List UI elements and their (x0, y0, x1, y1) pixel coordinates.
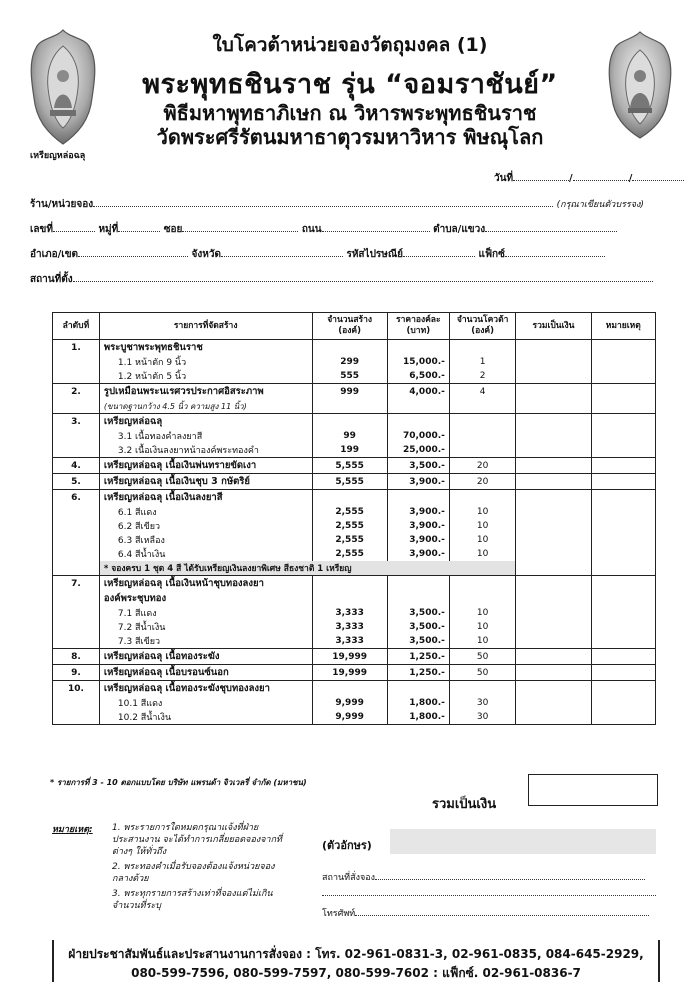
row-sum-cell[interactable] (516, 696, 591, 710)
table-row (53, 340, 656, 356)
row-item: 3.1 เนื้อทองคำลงยาสี (99, 429, 312, 443)
row-qty: 3,333 (312, 620, 387, 634)
row-sum-cell[interactable] (516, 561, 591, 576)
col-no-header: ลำดับที่ (53, 313, 100, 340)
row-qty: 999 (312, 384, 387, 400)
row-number (53, 443, 100, 458)
table-row (53, 561, 656, 576)
row-number (53, 429, 100, 443)
row-qty: 2,555 (312, 505, 387, 519)
row-quota: 10 (449, 547, 516, 561)
row-quota (449, 399, 516, 414)
row-item: 1.2 หน้าตัก 5 นิ้ว (99, 369, 312, 384)
row-number (53, 399, 100, 414)
row-quota (449, 414, 516, 430)
row-number: 4. (53, 458, 100, 474)
row-number (53, 547, 100, 561)
row-number: 1. (53, 340, 100, 356)
row-remark-cell[interactable] (591, 606, 655, 620)
row-price (387, 591, 449, 606)
row-qty: 3,333 (312, 606, 387, 620)
row-sum-cell[interactable] (516, 505, 591, 519)
ceremony-title: พิธีมหาพุทธาภิเษก ณ วิหารพระพุทธชินราช (163, 101, 537, 125)
row-number: 9. (53, 665, 100, 681)
location-field[interactable]: สถานที่ตั้ง (30, 272, 653, 287)
row-remark-cell[interactable] (591, 696, 655, 710)
row-price: 15,000.- (387, 355, 449, 369)
row-remark-cell[interactable] (591, 399, 655, 414)
row-price: 3,900.- (387, 533, 449, 547)
row-price: 3,500.- (387, 458, 449, 474)
row-quota: 10 (449, 634, 516, 649)
row-qty: 299 (312, 355, 387, 369)
row-quota: 50 (449, 649, 516, 665)
row-number (53, 591, 100, 606)
row-sum-cell[interactable] (516, 369, 591, 384)
row-qty (312, 414, 387, 430)
row-qty (312, 340, 387, 356)
row-item: เหรียญหล่อฉลุ เนื้อทองระฆัง (99, 649, 312, 665)
row-price: 3,500.- (387, 620, 449, 634)
table-row (53, 681, 656, 697)
amulet-series-title: พระพุทธชินราช รุ่น “จอมราชันย์” (142, 69, 558, 100)
table-row (53, 429, 656, 443)
coin-caption: เหรียญหล่อฉลุ (30, 151, 86, 161)
row-sum-cell[interactable] (516, 576, 591, 592)
row-item: เหรียญหล่อฉลุ เนื้อเงินลงยาสี (99, 490, 312, 506)
row-qty: 3,333 (312, 634, 387, 649)
table-row (53, 355, 656, 369)
row-qty: 2,555 (312, 547, 387, 561)
remark-item: 2. พระทองคำเมื่อรับจองต้องแจ้งหน่วยจองกลางด้วย (112, 862, 275, 884)
row-item: เหรียญหล่อฉลุ เนื้อเงินหน้าชุบทองลงยา (99, 576, 312, 592)
row-sum-cell[interactable] (516, 649, 591, 665)
row-quota: 10 (449, 620, 516, 634)
table-row (53, 505, 656, 519)
row-quota (449, 340, 516, 356)
row-qty (312, 490, 387, 506)
row-price: 3,500.- (387, 606, 449, 620)
remarks-list (112, 822, 282, 912)
row-number (53, 519, 100, 533)
table-row (53, 490, 656, 506)
row-sum-cell[interactable] (516, 665, 591, 681)
row-quota: 30 (449, 710, 516, 725)
table-row (53, 399, 656, 414)
letters-label: (ตัวอักษร) (322, 839, 372, 852)
row-price: 25,000.- (387, 443, 449, 458)
row-quota: 20 (449, 458, 516, 474)
row-number (53, 634, 100, 649)
row-remark-cell[interactable] (591, 340, 655, 356)
row-remark-cell[interactable] (591, 505, 655, 519)
row-number (53, 620, 100, 634)
row-item: เหรียญหล่อฉลุ (99, 414, 312, 430)
row-remark-cell[interactable] (591, 576, 655, 592)
row-item: 7.2 สีน้ำเงิน (99, 620, 312, 634)
row-number (53, 355, 100, 369)
row-quota: 2 (449, 369, 516, 384)
row-price (387, 399, 449, 414)
row-remark-cell[interactable] (591, 369, 655, 384)
row-quota (449, 490, 516, 506)
row-qty: 99 (312, 429, 387, 443)
table-row (53, 591, 656, 606)
row-item: เหรียญหล่อฉลุ เนื้อทองระฆังชุบทองลงยา (99, 681, 312, 697)
row-remark-cell[interactable] (591, 414, 655, 430)
row-price: 3,900.- (387, 547, 449, 561)
row-item: 6.4 สีน้ำเงิน (99, 547, 312, 561)
col-quota-header: จำนวนโควต้า (องค์) (449, 313, 516, 340)
row-remark-cell[interactable] (591, 710, 655, 725)
row-qty: 9,999 (312, 696, 387, 710)
row-remark-cell[interactable] (591, 474, 655, 490)
row-sum-cell[interactable] (516, 414, 591, 430)
col-item-header: รายการที่จัดสร้าง (99, 313, 312, 340)
row-sum-cell[interactable] (516, 681, 591, 697)
table-row (53, 547, 656, 561)
row-quota: 50 (449, 665, 516, 681)
col-price-header: ราคาองค์ละ (บาท) (387, 313, 449, 340)
table-header-row (53, 313, 656, 340)
row-remark-cell[interactable] (591, 561, 655, 576)
row-quota (449, 576, 516, 592)
date-field[interactable]: วันที่ / / (494, 171, 684, 186)
row-qty: 2,555 (312, 533, 387, 547)
row-quota: 30 (449, 696, 516, 710)
row-number: 2. (53, 384, 100, 400)
row-item: 6.3 สีเหลือง (99, 533, 312, 547)
row-remark-cell[interactable] (591, 355, 655, 369)
contact-line-1: ฝ่ายประชาสัมพันธ์และประสานงานการสั่งจอง : โทร. 02-961-0831-3, 02-961-0835, 084-645-2929, (68, 947, 644, 961)
row-quota (449, 429, 516, 443)
row-remark-cell[interactable] (591, 591, 655, 606)
row-qty (312, 591, 387, 606)
order-table (52, 312, 656, 725)
table-row (53, 620, 656, 634)
table-row (53, 458, 656, 474)
row-item: พระบูชาพระพุทธชินราช (99, 340, 312, 356)
row-quota (449, 443, 516, 458)
row-number (53, 505, 100, 519)
row-quota: 1 (449, 355, 516, 369)
row-remark-cell[interactable] (591, 533, 655, 547)
row-sum-cell[interactable] (516, 443, 591, 458)
col-qty-header: จำนวนสร้าง (องค์) (312, 313, 387, 340)
remark-item: 3. พระทุกรายการสร้างเท่าที่จองแต่ไม่เกินจำนวนที่ระบุ (112, 889, 273, 911)
row-price: 1,250.- (387, 649, 449, 665)
row-quota (449, 681, 516, 697)
table-row (53, 533, 656, 547)
row-quota: 10 (449, 519, 516, 533)
row-item: 1.1 หน้าตัก 9 นิ้ว (99, 355, 312, 369)
row-remark-cell[interactable] (591, 620, 655, 634)
row-sum-cell[interactable] (516, 519, 591, 533)
row-price: 4,000.- (387, 384, 449, 400)
table-row (53, 474, 656, 490)
table-row (53, 606, 656, 620)
row-quota: 20 (449, 474, 516, 490)
row-item: เหรียญหล่อฉลุ เนื้อบรอนซ์นอก (99, 665, 312, 681)
table-row (53, 519, 656, 533)
row-number: 10. (53, 681, 100, 697)
row-item: 10.1 สีแดง (99, 696, 312, 710)
row-number (53, 369, 100, 384)
phone-field[interactable]: โทรศัพท์ (322, 906, 649, 920)
row-qty (312, 681, 387, 697)
row-number: 5. (53, 474, 100, 490)
row-quota: 4 (449, 384, 516, 400)
row-qty: 19,999 (312, 665, 387, 681)
row-remark-cell[interactable] (591, 429, 655, 443)
table-row (53, 443, 656, 458)
row-number: 6. (53, 490, 100, 506)
row-sum-cell[interactable] (516, 340, 591, 356)
row-price: 3,500.- (387, 634, 449, 649)
row-qty: 555 (312, 369, 387, 384)
row-item: * จองครบ 1 ชุด 4 สี ได้รับเหรียญเงินลงยาพิเศษ สีธงชาติ 1 เหรียญ (99, 561, 516, 576)
row-price: 3,900.- (387, 519, 449, 533)
row-price: 1,800.- (387, 696, 449, 710)
coin-image-right (606, 30, 674, 140)
row-remark-cell[interactable] (591, 443, 655, 458)
coin-image-left (28, 28, 98, 146)
row-qty: 2,555 (312, 519, 387, 533)
table-row (53, 665, 656, 681)
row-price: 3,900.- (387, 505, 449, 519)
row-price: 1,800.- (387, 710, 449, 725)
order-place-line2[interactable] (322, 886, 656, 899)
row-sum-cell[interactable] (516, 458, 591, 474)
row-number (53, 533, 100, 547)
row-remark-cell[interactable] (591, 681, 655, 697)
row-qty (312, 399, 387, 414)
row-remark-cell[interactable] (591, 458, 655, 474)
row-remark-cell[interactable] (591, 634, 655, 649)
table-row (53, 576, 656, 592)
row-remark-cell[interactable] (591, 547, 655, 561)
row-quota: 10 (449, 606, 516, 620)
row-quota (449, 591, 516, 606)
remark-item: 1. พระรายการใดหมดกรุณาแจ้งที่ฝ่ายประสานงาน จะได้ทำการเกลี่ยยอดจองจากที่ต่างๆ ให้ทั่วถึง (112, 823, 282, 857)
row-quota: 10 (449, 533, 516, 547)
row-item: 7.1 สีแดง (99, 606, 312, 620)
row-sum-cell[interactable] (516, 355, 591, 369)
row-item: เหรียญหล่อฉลุ เนื้อเงินพ่นทรายขัดเงา (99, 458, 312, 474)
row-qty: 19,999 (312, 649, 387, 665)
row-price: 1,250.- (387, 665, 449, 681)
row-quota: 10 (449, 505, 516, 519)
form-title: ใบโควต้าหน่วยจองวัตถุมงคล (1) (212, 34, 488, 56)
address-row-2[interactable]: อำเภอ/เขต จังหวัด รหัสไปรษณีย์ แฟ็กซ์ (30, 247, 605, 262)
row-number (53, 696, 100, 710)
row-number: 8. (53, 649, 100, 665)
shop-note: (กรุณาเขียนตัวบรรจง) (556, 200, 644, 210)
row-item: 7.3 สีเขียว (99, 634, 312, 649)
row-number (53, 710, 100, 725)
col-sum-header: รวมเป็นเงิน (516, 313, 591, 340)
row-sum-cell[interactable] (516, 620, 591, 634)
table-row (53, 649, 656, 665)
row-item: 6.1 สีแดง (99, 505, 312, 519)
row-sum-cell[interactable] (516, 606, 591, 620)
letters-box[interactable] (390, 829, 656, 854)
row-number: 7. (53, 576, 100, 592)
table-row (53, 369, 656, 384)
temple-title: วัดพระศรีรัตนมหาธาตุวรมหาวิหาร พิษณุโลก (156, 125, 544, 149)
row-remark-cell[interactable] (591, 519, 655, 533)
row-number (53, 606, 100, 620)
row-sum-cell[interactable] (516, 490, 591, 506)
row-sum-cell[interactable] (516, 710, 591, 725)
row-qty: 5,555 (312, 458, 387, 474)
order-place-field[interactable]: สถานที่สั่งจอง (322, 870, 645, 884)
row-price: 3,900.- (387, 474, 449, 490)
footnote: * รายการที่ 3 - 10 ตอกแบบโดย บริษัท แพรนด้า จิวเวลรี่ จำกัด (มหาชน) (50, 778, 307, 787)
row-remark-cell[interactable] (591, 490, 655, 506)
row-price (387, 681, 449, 697)
address-row-1[interactable]: เลขที่ หมู่ที่ ซอย ถนน ตำบล/แขวง (30, 222, 617, 237)
row-item: รูปเหมือนพระนเรศวรประกาศอิสระภาพ (99, 384, 312, 400)
row-qty: 5,555 (312, 474, 387, 490)
row-sum-cell[interactable] (516, 634, 591, 649)
row-sum-cell[interactable] (516, 474, 591, 490)
row-qty: 199 (312, 443, 387, 458)
row-sum-cell[interactable] (516, 399, 591, 414)
row-item: เหรียญหล่อฉลุ เนื้อเงินชุบ 3 กษัตริย์ (99, 474, 312, 490)
row-number: 3. (53, 414, 100, 430)
remarks-label: หมายเหตุ: (52, 825, 93, 835)
row-remark-cell[interactable] (591, 649, 655, 665)
row-sum-cell[interactable] (516, 591, 591, 606)
row-item: องค์พระชุบทอง (99, 591, 312, 606)
row-sum-cell[interactable] (516, 384, 591, 400)
contact-line-2: 080-599-7596, 080-599-7597, 080-599-7602 : แฟ็กซ์. 02-961-0836-7 (131, 966, 581, 980)
row-price (387, 490, 449, 506)
row-price (387, 340, 449, 356)
row-item: 10.2 สีน้ำเงิน (99, 710, 312, 725)
row-remark-cell[interactable] (591, 384, 655, 400)
row-qty: 9,999 (312, 710, 387, 725)
row-sum-cell[interactable] (516, 547, 591, 561)
contact-box (52, 940, 660, 982)
row-item: (ขนาดฐานกว้าง 4.5 นิ้ว ความสูง 11 นิ้ว) (99, 399, 312, 414)
total-amount-box[interactable] (528, 774, 658, 806)
row-price (387, 414, 449, 430)
row-sum-cell[interactable] (516, 533, 591, 547)
col-remark-header: หมายเหตุ (591, 313, 655, 340)
table-row (53, 414, 656, 430)
total-label: รวมเป็นเงิน (432, 797, 497, 812)
table-row (53, 384, 656, 400)
table-row (53, 710, 656, 725)
row-sum-cell[interactable] (516, 429, 591, 443)
row-item: 3.2 เนื้อเงินลงยาหน้าองค์พระทองคำ (99, 443, 312, 458)
row-qty (312, 576, 387, 592)
row-number (53, 561, 100, 576)
table-row (53, 696, 656, 710)
shop-field[interactable]: ร้าน/หน่วยจอง (กรุณาเขียนตัวบรรจง) (30, 199, 644, 210)
row-price (387, 576, 449, 592)
row-price: 70,000.- (387, 429, 449, 443)
row-item: 6.2 สีเขียว (99, 519, 312, 533)
row-remark-cell[interactable] (591, 665, 655, 681)
row-price: 6,500.- (387, 369, 449, 384)
table-row (53, 634, 656, 649)
